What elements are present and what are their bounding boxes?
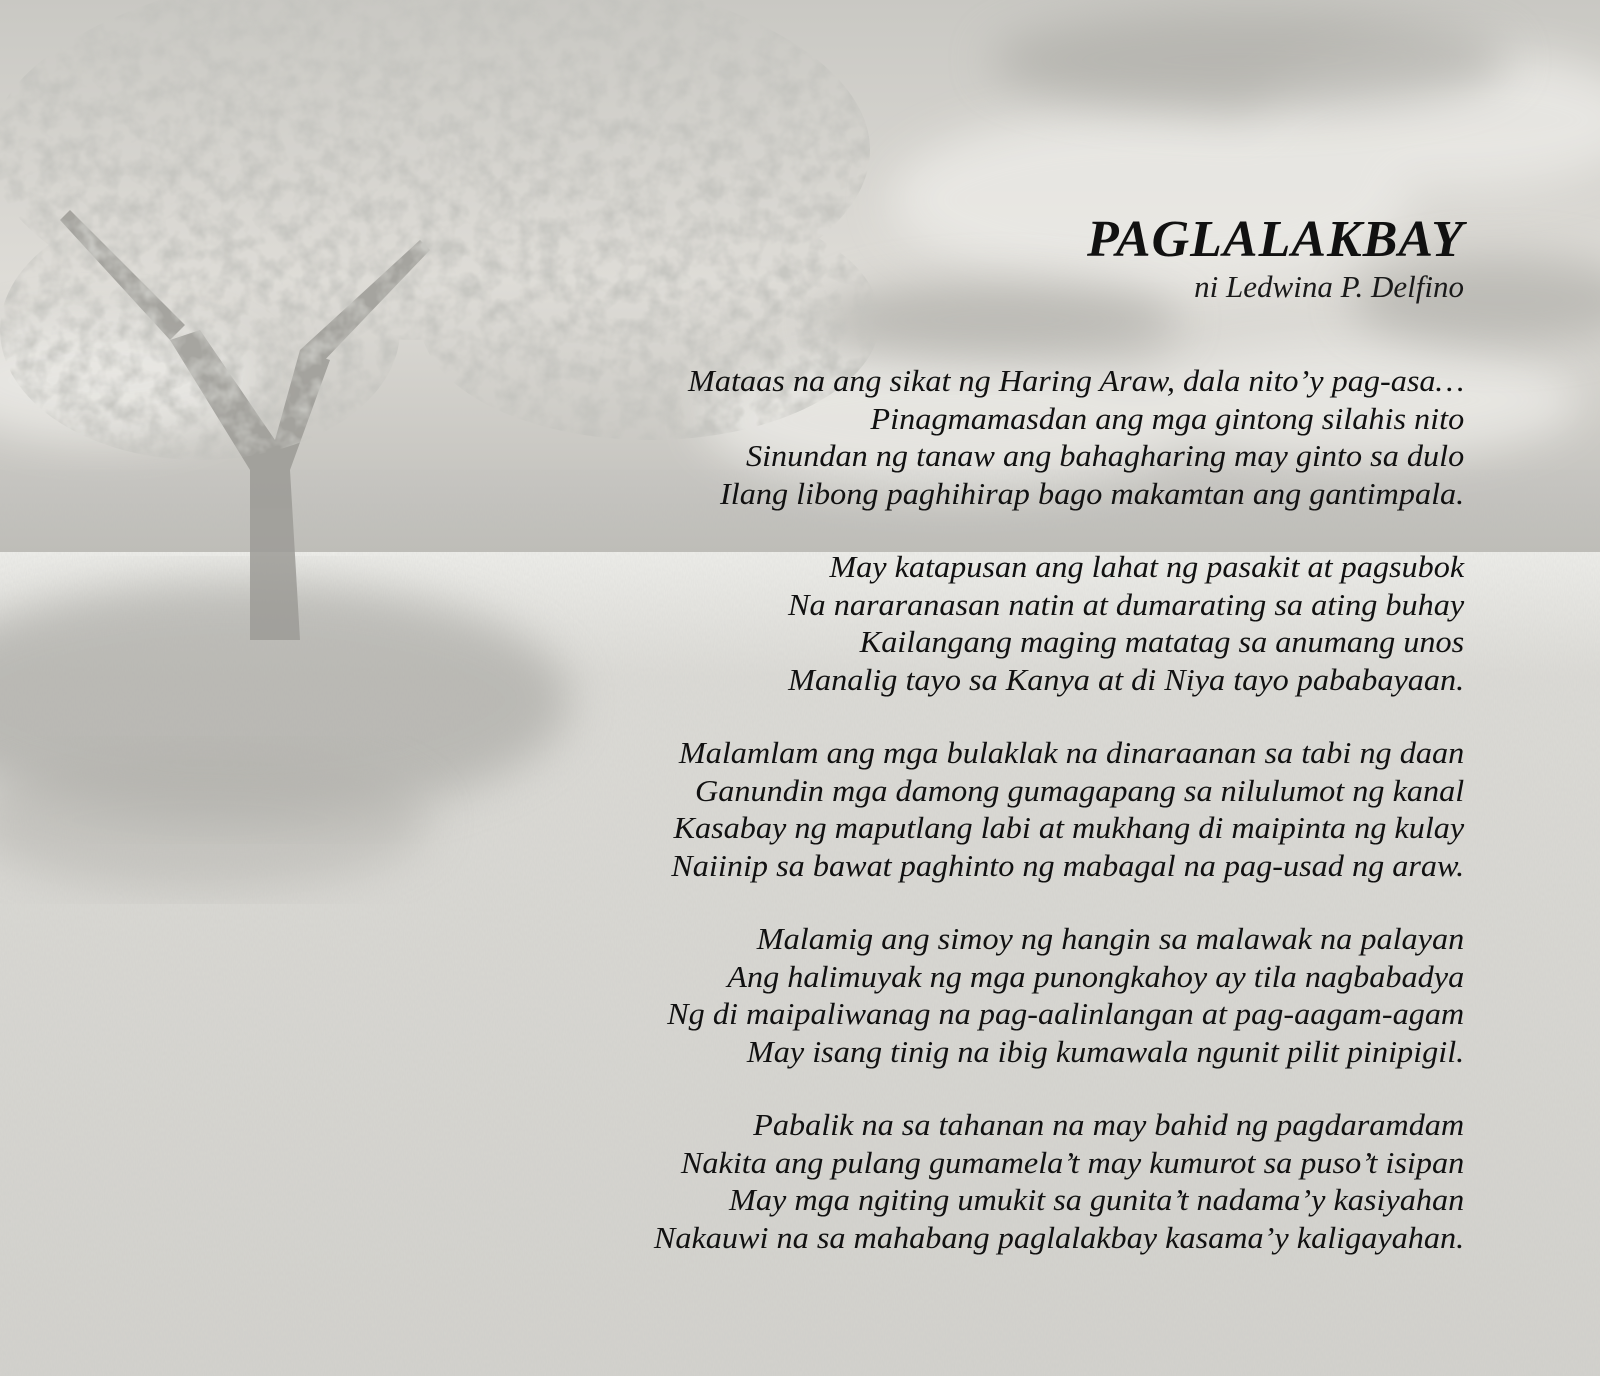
poem-line: Malamlam ang mga bulaklak na dinaraanan sa tabi ng daan xyxy=(678,735,1464,770)
poem-line: Manalig tayo sa Kanya at di Niya tayo pababayaan. xyxy=(787,661,1464,697)
poem-line: May katapusan ang lahat ng pasakit at pagsubok xyxy=(829,549,1464,584)
poem-line: May mga ngiting umukit sa gunita’t nadama’y kasiyahan xyxy=(728,1182,1464,1217)
poem-line: Malamig ang simoy ng hangin sa malawak na palayan xyxy=(756,921,1464,956)
poem xyxy=(653,211,1464,1292)
poem-line: Na nararanasan natin at dumarating sa ating buhay xyxy=(787,586,1464,622)
poem-line: Pinagmamasdan ang mga gintong silahis nito xyxy=(870,400,1464,436)
poem-line: Nakauwi na sa mahabang paglalakbay kasama’y kaligayahan. xyxy=(653,1219,1464,1255)
poem-line: Ganundin mga damong gumagapang sa nilulumot ng kanal xyxy=(694,772,1464,808)
poem-line: Ng di maipaliwanag na pag-aalinlangan at pag-aagam-agam xyxy=(666,996,1464,1031)
poem-line: Pabalik na sa tahanan na may bahid ng pagdaramdam xyxy=(752,1107,1464,1142)
poem-line: Mataas na ang sikat ng Haring Araw, dala nito’y pag-asa… xyxy=(687,363,1464,398)
poem-line: May isang tinig na ibig kumawala ngunit pilit pinipigil. xyxy=(746,1033,1464,1069)
poem-line: Ilang libong paghihirap bago makamtan ang gantimpala. xyxy=(719,475,1464,511)
poem-line: Nakita ang pulang gumamela’t may kumurot sa puso’t isipan xyxy=(680,1144,1464,1180)
poem-line: Kasabay ng maputlang labi at mukhang di maipinta ng kulay xyxy=(673,810,1464,845)
stanza-2 xyxy=(685,548,1464,698)
stanza-5 xyxy=(653,1106,1464,1256)
poem-author: ni Ledwina P. Delfino xyxy=(1194,269,1464,304)
stanza-4 xyxy=(666,920,1464,1070)
poem-line: Sinundan ng tanaw ang bahagharing may ginto sa dulo xyxy=(745,438,1464,473)
poem-line: Ang halimuyak ng mga punongkahoy ay tila nagbabadya xyxy=(727,958,1464,994)
poem-line: Naiinip sa bawat paghinto ng mabagal na pag-usad ng araw. xyxy=(671,847,1464,883)
stanza-1 xyxy=(685,362,1464,512)
poem-line: Kailangang maging matatag sa anumang unos xyxy=(859,624,1464,659)
stanza-3 xyxy=(671,734,1464,884)
poem-title: PAGLALAKBAY xyxy=(1087,211,1464,268)
